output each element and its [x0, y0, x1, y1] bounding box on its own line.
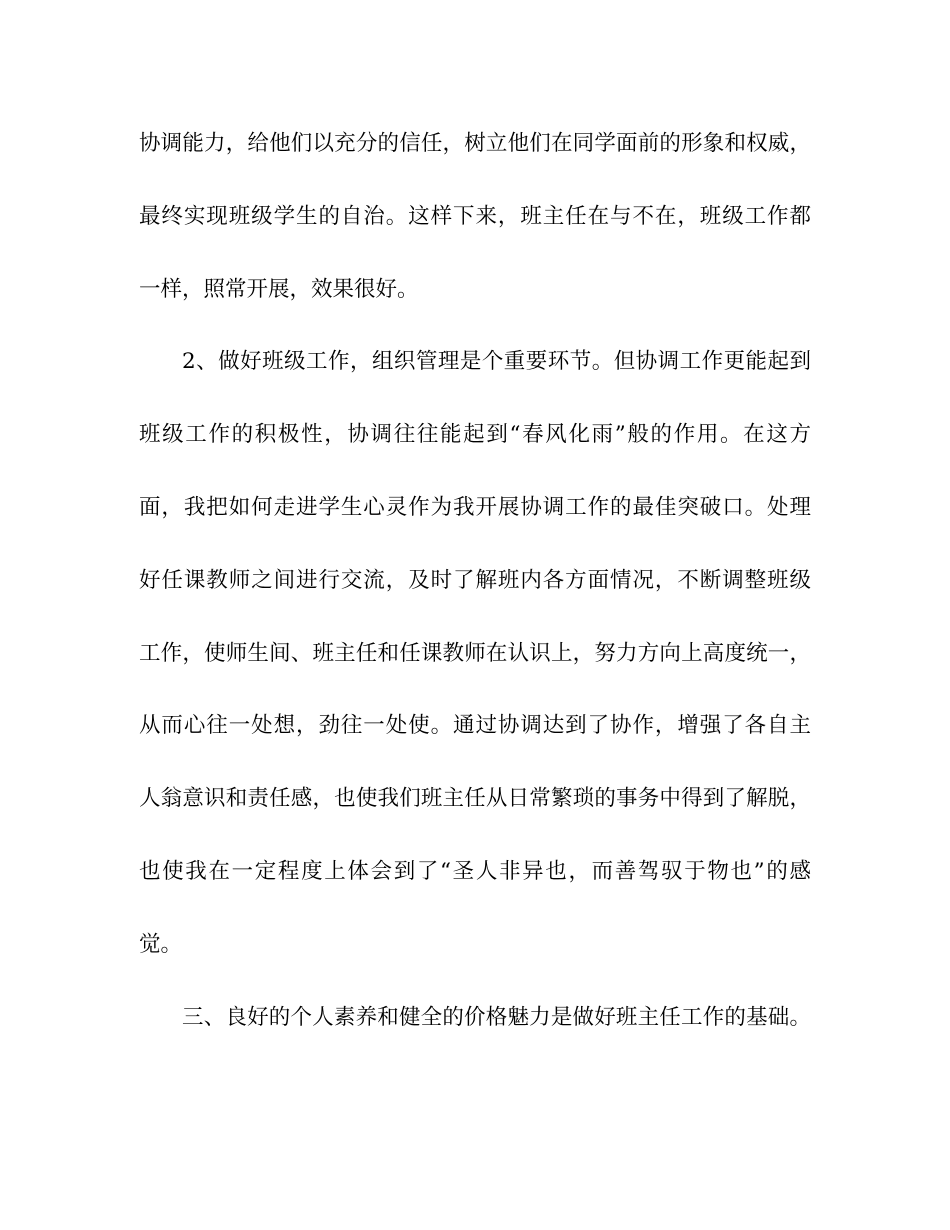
text-line: 最终实现班级学生的自治。这样下来，班主任在与不在，班级工作都: [139, 203, 811, 229]
text-line: 一样，照常开展，效果很好。: [139, 276, 419, 302]
body-text: [139, 118, 811, 1064]
text-line: 面，我把如何走进学生心灵作为我开展协调工作的最佳突破口。处理: [139, 494, 811, 520]
text-line: 三、良好的个人素养和健全的价格魅力是做好班主任工作的基础。: [182, 1004, 811, 1030]
text-line: 协调能力，给他们以充分的信任，树立他们在同学面前的形象和权威，: [139, 131, 811, 156]
text-line: 2、做好班级工作，组织管理是个重要环节。但协调工作更能起到: [182, 349, 811, 375]
text-line: 觉。: [139, 931, 183, 957]
text-line: 工作，使师生间、班主任和任课教师在认识上，努力方向上高度统一，: [139, 640, 811, 666]
text-line: 从而心往一处想，劲往一处使。通过协调达到了协作，增强了各自主: [139, 713, 811, 739]
text-line: 人翁意识和责任感，也使我们班主任从日常繁琐的事务中得到了解脱，: [139, 786, 811, 812]
text-line: 也使我在一定程度上体会到了“圣人非异也，而善驾驭于物也”的感: [139, 858, 811, 884]
text-line: 班级工作的积极性，协调往往能起到“春风化雨”般的作用。在这方: [139, 422, 811, 448]
text-line: 好任课教师之间进行交流，及时了解班内各方面情况，不断调整班级: [139, 567, 811, 593]
